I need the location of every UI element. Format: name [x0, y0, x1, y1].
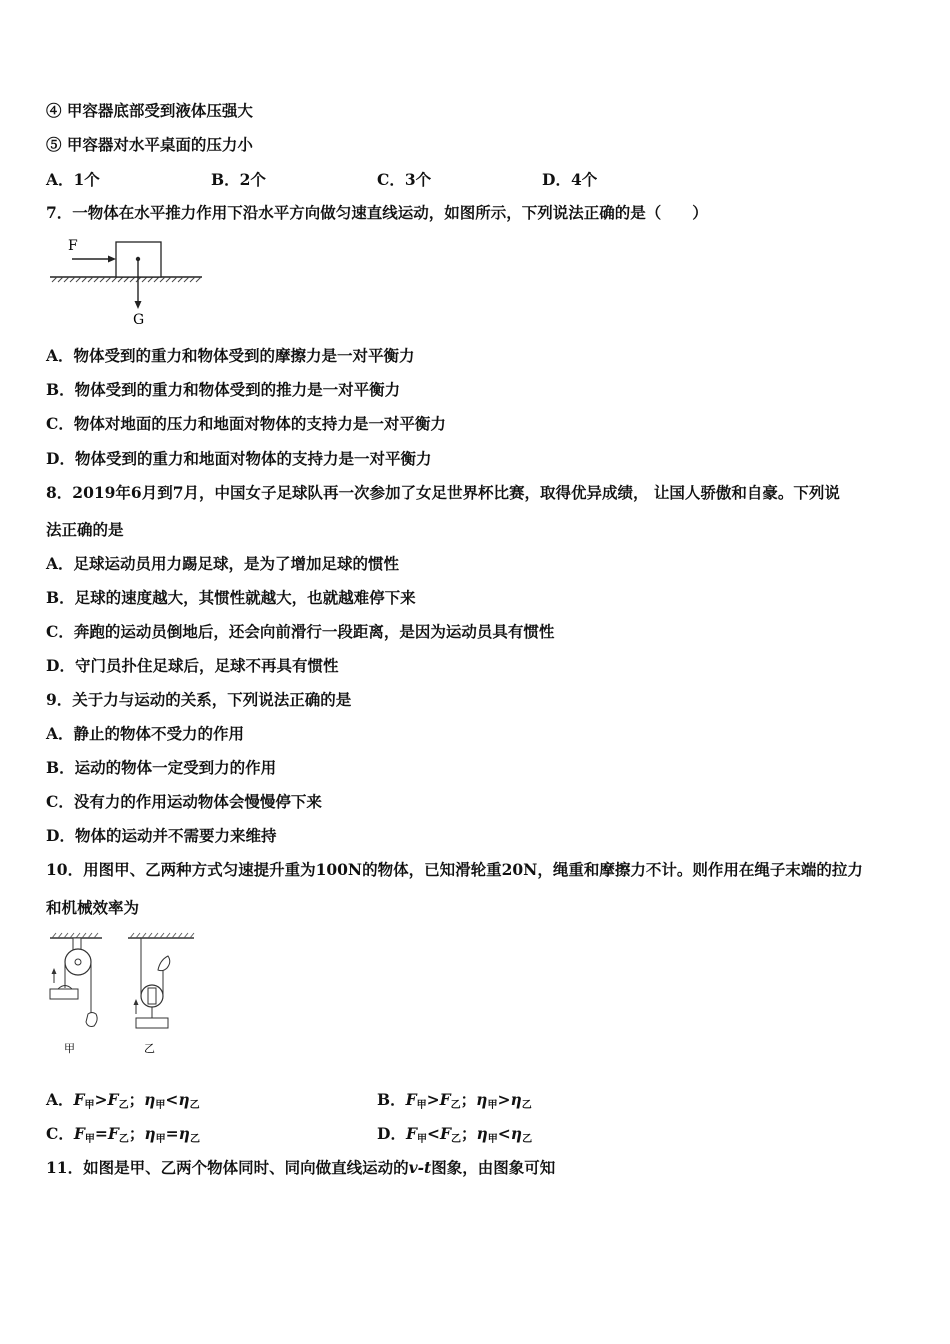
q6-option-c: C．3个 — [377, 170, 432, 189]
q6-item-4: ④ 甲容器底部受到液体压强大 — [46, 101, 253, 120]
q9-stem: 9．关于力与运动的关系，下列说法正确的是 — [46, 690, 352, 709]
q7-option-c: C．物体对地面的压力和地面对物体的支持力是一对平衡力 — [46, 414, 446, 433]
q7-option-d: D．物体受到的重力和地面对物体的支持力是一对平衡力 — [46, 449, 432, 468]
q8-stem-line-1: 8．2019年6月到7月，中国女子足球队再一次参加了女足世界杯比赛，取得优异成绩， 让国人骄傲和自豪。下列说 — [46, 483, 840, 502]
q9-option-c: C．没有力的作用运动物体会慢慢停下来 — [46, 792, 322, 811]
q9-option-b: B．运动的物体一定受到力的作用 — [46, 758, 277, 777]
q8-option-c: C．奔跑的运动员倒地后，还会向前滑行一段距离，是因为运动员具有惯性 — [46, 622, 555, 641]
q11-stem: 11．如图是甲、乙两个物体同时、同向做直线运动的v-t图象，由图象可知 — [46, 1158, 556, 1177]
q6-item-5: ⑤ 甲容器对水平桌面的压力小 — [46, 135, 253, 154]
q9-option-a: A．静止的物体不受力的作用 — [46, 724, 245, 743]
q10-option-a: A．$F_甲>F_乙$；$\eta_甲<\eta_乙$ — [46, 1090, 200, 1111]
q8-option-b: B．足球的速度越大，其惯性就越大，也就越难停下来 — [46, 588, 416, 607]
label-jia: 甲 — [64, 1042, 75, 1055]
q7-force-diagram — [46, 232, 216, 328]
q9-option-d: D．物体的运动并不需要力来维持 — [46, 826, 277, 845]
q10-option-d: D．$F_甲<F_乙$；$\eta_甲<\eta_乙$ — [377, 1124, 533, 1145]
q7-stem: 7．一物体在水平推力作用下沿水平方向做匀速直线运动，如图所示，下列说法正确的是（ ） — [46, 203, 708, 222]
force-label: F — [68, 238, 78, 254]
q6-option-a: A．1个 — [46, 170, 100, 189]
q8-option-a: A．足球运动员用力踢足球，是为了增加足球的惯性 — [46, 554, 400, 573]
q10-stem-line-1: 10．用图甲、乙两种方式匀速提升重为100N的物体，已知滑轮重20N，绳重和摩擦力不计。则作用在绳子末端的拉力 — [46, 860, 863, 879]
q8-option-d: D．守门员扑住足球后，足球不再具有惯性 — [46, 656, 339, 675]
q7-option-a: A．物体受到的重力和物体受到的摩擦力是一对平衡力 — [46, 346, 415, 365]
q7-option-b: B．物体受到的重力和物体受到的推力是一对平衡力 — [46, 380, 401, 399]
label-yi: 乙 — [144, 1042, 155, 1055]
q8-stem-line-2: 法正确的是 — [46, 520, 124, 539]
q10-pulley-diagram — [44, 928, 204, 1060]
gravity-label: G — [133, 312, 145, 328]
q10-stem-line-2: 和机械效率为 — [46, 898, 140, 917]
q10-option-b: B．$F_甲>F_乙$；$\eta_甲>\eta_乙$ — [377, 1090, 532, 1111]
q6-option-b: B．2个 — [211, 170, 266, 189]
q6-option-d: D．4个 — [542, 170, 598, 189]
q10-option-c: C．$F_甲=F_乙$；$\eta_甲=\eta_乙$ — [46, 1124, 200, 1145]
